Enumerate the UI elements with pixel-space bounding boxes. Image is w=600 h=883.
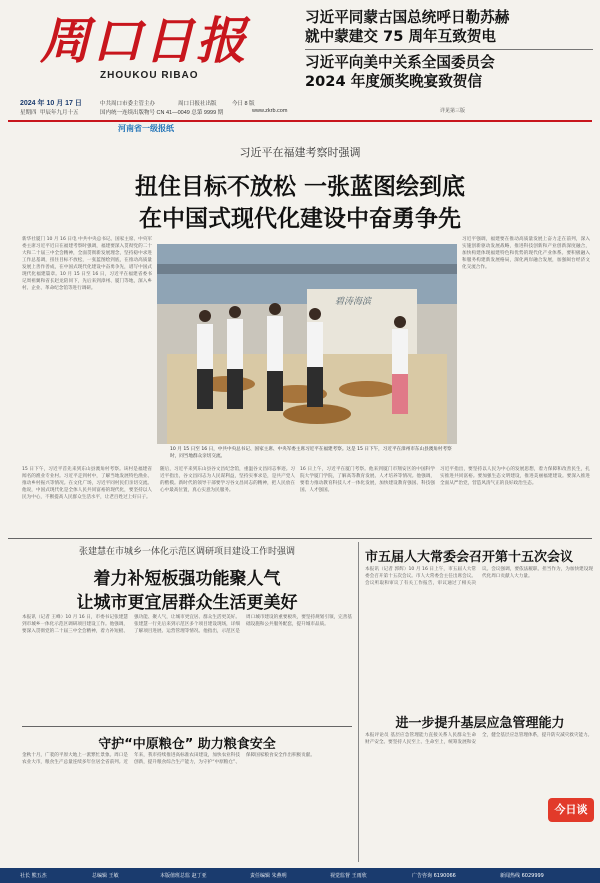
footer-bar xyxy=(0,868,600,883)
section1-title-2[interactable]: 让城市更宜居群众生活更美好 xyxy=(76,593,298,613)
section4-body: 金秋十月，广袤的平原大地上一派繁忙景象。周口是农业大市，粮食生产总量连续多年位居全省前列。近年来，我市持续推进高标准农田建设，加快农业科技创新，提升粮食综合生产能力，为守护“中原粮仓”、保障国家粮食安全作出积极贡献。 xyxy=(22,753,315,765)
section-divider xyxy=(8,538,592,539)
section1-body: 本报讯（记者 王峰）10 月 16 日，市委书记张建慧到市城乡一体化示范区调研项目建设工作。他强调，要深入贯彻党的二十届三中全会精神，着力补短板、强功能、聚人气，让城市更宜居、群众生活更美好。张建慧一行先后来到示范区多个项目建设现场，详细了解项目进展、运营管理等情况。他指出，示范区是周口城市建设的重要板块，要坚持规划引领，完善基础设施和公共服务配套，提升城市品质。 xyxy=(22,615,352,634)
top-headline-2[interactable]: 习近平向美中关系全国委员会 xyxy=(305,54,495,71)
footer-president: 社长 熊五杰 xyxy=(20,873,47,879)
masthead-rule xyxy=(8,120,592,122)
lead-column-1: 新华社厦门 10 月 16 日电 中共中央总书记、国家主席、中央军委主席习近平近日在福建考察时强调，福建要深入贯彻党的二十大和二十届三中全会精神，全面贯彻新发展理念，坚持稳中求进工作总基调，扭住目标不放松，一张蓝图绘到底，在推动高质量发展上善作善成，在中国式现代化建设中奋勇争先，谱写中国式现代化福建篇章。10 月 15 日至 16 日，习近平在福建省委书记周祖翼和省长赵龙陪同下，先后来到漳州、厦门等地，深入乡村、企业、革命纪念馆等进行调研。 xyxy=(22,237,152,291)
publisher: 中共周口市委主管主办 xyxy=(100,101,156,107)
lead-kicker: 习近平在福建考察时强调 xyxy=(239,146,361,159)
section1-kicker: 张建慧在市城乡一体化示范区调研项目建设工作时强调 xyxy=(78,547,295,557)
section1-title-1[interactable]: 着力补短板强功能聚人气 xyxy=(93,569,281,589)
page-count: 今日 8 版 xyxy=(232,101,255,107)
top-headline-1b[interactable]: 就中蒙建交 75 周年互致贺电 xyxy=(305,28,497,45)
lead-column-5: 习近平指出，要坚持以人民为中心的发展思想，着力保障和改善民生，扎实推进共同富裕。要加强生态文明建设，推进美丽福建建设。要深入推进全面从严治党，营造风清气正的良好政治生态。 xyxy=(440,467,590,486)
footer-duty-director: 本版值班总监 赵丁亚 xyxy=(160,873,207,879)
photo-caption: 10 月 15 日至 16 日，中共中央总书记、国家主席、中央军委主席习近平在福建考察。这是 15 日下午，习近平在漳州市东山县澳角村考察时，同当地群众亲切交流。 xyxy=(170,447,452,459)
publisher-2: 周口日报社出版 xyxy=(178,101,217,107)
section2-body: 本报讯（记者 郭辉）10 月 16 日上午，市五届人大常委会召开第十五次会议。市人大常委会主任出席会议。会议听取和审议了有关工作报告，审议通过了相关决议。会议强调，要依法履职、担当作为，为加快建设现代化周口贡献人大力量。 xyxy=(365,567,593,586)
footer-news-hotline: 新闻热线 6029999 xyxy=(500,873,544,879)
lead-column-4: 16 日上午，习近平在厦门考察。他来到厦门市翔安区的中国科学院大学厦门学院，了解高等教育发展、人才培养等情况。他强调，要着力推动教育科技人才一体化发展，加快建设教育强国、科技强国、人才强国。 xyxy=(300,467,435,493)
headline-divider xyxy=(305,49,593,50)
lead-title-1[interactable]: 扭住目标不放松 一张蓝图绘到底 xyxy=(134,174,465,200)
footer-visual: 视觉监督 王雨欣 xyxy=(330,873,367,879)
lead-photo xyxy=(157,244,457,444)
masthead-headlines xyxy=(305,8,593,101)
footer-editor: 责任编辑 朱燕明 xyxy=(250,873,287,879)
masthead-logo: 周口日报 xyxy=(40,11,248,70)
lead-column-right: 习近平强调，福建要在推动高质量发展上奋力走在前列，深入实施创新驱动发展战略，推进科技创新和产业创新深度融合，加快构建体现福建特色和优势的现代化产业体系。要积极融入和服务构建新发展格局，深化两岸融合发展，加强闽台经济文化交流合作。 xyxy=(462,237,590,270)
newspaper-grade-tag: 河南省一级报纸 xyxy=(118,124,174,133)
section2-title[interactable]: 市五届人大常委会召开第十五次会议 xyxy=(365,550,574,565)
lead-column-3: 随后，习近平来到东山县谷文昌纪念馆，重温谷文昌同志事迹。习近平指出，谷文昌同志为人民谋利益，坚持实事求是，是共产党人的楷模。新时代的领导干部要学习谷文昌同志的精神，把人民放在心中最高位置，真心实意为民服务。 xyxy=(160,467,295,493)
photo-sign-text: 碧涛海滨 xyxy=(335,297,372,307)
section3-body: 本报评论员 基层应急管理能力直接关系人民群众生命财产安全。要坚持人民至上、生命至上，统筹发展和安全，健全基层应急管理体系，提升防灾减灾救灾能力。 xyxy=(365,733,593,745)
masthead-english-name: ZHOUKOU RIBAO xyxy=(100,70,199,81)
today-talk-badge: 今日谈 xyxy=(548,798,594,822)
website[interactable]: www.zkrb.com xyxy=(252,108,288,114)
footer-editor-in-chief: 总编辑 王敏 xyxy=(92,873,119,879)
serial-number: 国内统一连续出版物号 CN 41—0049 总第 9999 期 xyxy=(100,110,224,116)
top-headline-1[interactable]: 习近平同蒙古国总统呼日勒苏赫 xyxy=(305,9,510,26)
lead-photo-illustration xyxy=(157,244,457,444)
weekday: 星期四 xyxy=(20,110,37,116)
column-divider xyxy=(358,542,359,862)
footer-ad-hotline: 广告咨询 6190066 xyxy=(412,873,456,879)
lead-column-2: 15 日下午，习近平首先来到东山县澳角村考察。该村是福建省闻名的渔业专业村。习近平走到村中，了解当地发展特色渔业、推动乡村振兴等情况。在文化广场，习近平同村民们亲切交流。他说，中国式现代化是全体人民共同富裕的现代化，要坚持以人民为中心，不断提高人民群众生活水平，让老百姓过上好日子。 xyxy=(22,467,152,500)
issue-date: 2024 年 10 月 17 日 xyxy=(20,100,82,107)
lead-title-2[interactable]: 在中国式现代化建设中奋勇争先 xyxy=(139,206,461,232)
see-page-note: 详见第三版 xyxy=(440,108,466,114)
section3-title[interactable]: 进一步提升基层应急管理能力 xyxy=(395,716,565,731)
lunar-date: 甲辰年九月十五 xyxy=(40,110,79,116)
top-headline-2b[interactable]: 2024 年度颁奖晚宴致贺信 xyxy=(305,73,483,90)
section4-rule xyxy=(22,726,352,727)
section4-title[interactable]: 守护“中原粮仓” 助力粮食安全 xyxy=(98,737,276,752)
